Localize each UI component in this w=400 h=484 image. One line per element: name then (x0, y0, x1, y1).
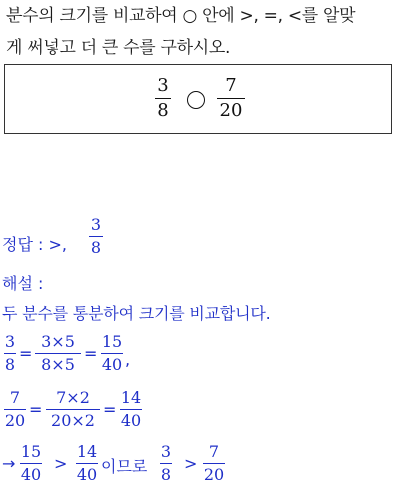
concl-fraction-a (20, 444, 42, 483)
denominator: 8 (90, 238, 102, 257)
numerator: 3 (160, 442, 172, 461)
explanation-intro: 두 분수를 통분하여 크기를 비교합니다. (2, 304, 271, 323)
numerator: 3 (90, 215, 102, 234)
denominator: 8 (4, 355, 16, 374)
answer-label: 정답 : >, (2, 235, 67, 254)
eq1-equals-1: = (19, 344, 33, 363)
numerator: 7 (208, 442, 220, 461)
concl-fraction-b (76, 444, 98, 483)
equation-2 (2, 386, 202, 436)
eq2-fraction-c (120, 390, 142, 429)
concl-fraction-c (160, 444, 172, 483)
question-line-1: 분수의 크기를 비교하여 ○ 안에 >, =, <를 알맞 (6, 6, 356, 26)
comparison-circle[interactable] (187, 91, 205, 109)
conclusion-connector: 이므로 (101, 457, 148, 476)
denominator: 8×5 (41, 355, 75, 374)
numerator: 15 (101, 332, 123, 351)
eq1-fraction-a (4, 334, 16, 373)
denominator: 40 (20, 465, 42, 484)
concl-fraction-d (203, 444, 225, 483)
question-line-2: 게 써넣고 더 큰 수를 구하시오. (6, 38, 231, 58)
comparison-box (4, 64, 392, 134)
denominator: 8 (160, 465, 172, 484)
box-fraction-left (155, 77, 171, 120)
eq1-comma: , (125, 350, 131, 369)
denominator: 20×2 (51, 411, 95, 430)
greater-than-1: > (54, 454, 68, 473)
eq2-fraction-a (4, 390, 26, 429)
denominator: 40 (76, 465, 98, 484)
numerator: 14 (120, 388, 142, 407)
denominator: 20 (219, 100, 243, 121)
greater-than-2: > (184, 454, 198, 473)
box-fraction-right (217, 77, 245, 120)
equation-1 (2, 330, 202, 380)
numerator: 3×5 (41, 332, 75, 351)
arrow-right-icon: → (2, 454, 16, 473)
eq1-fraction-b (35, 334, 81, 373)
eq1-equals-2: = (84, 344, 98, 363)
eq2-fraction-b (46, 390, 100, 429)
eq1-fraction-c (101, 334, 123, 373)
numerator: 15 (20, 442, 42, 461)
explanation-label: 해설 : (2, 274, 44, 293)
numerator: 14 (76, 442, 98, 461)
numerator: 3 (157, 75, 169, 96)
eq2-equals-1: = (29, 400, 43, 419)
denominator: 20 (203, 465, 225, 484)
denominator: 20 (4, 411, 26, 430)
denominator: 8 (157, 100, 169, 121)
numerator: 7 (225, 75, 237, 96)
conclusion (2, 440, 262, 484)
numerator: 7 (9, 388, 21, 407)
eq2-equals-2: = (103, 400, 117, 419)
numerator: 7×2 (56, 388, 90, 407)
denominator: 40 (120, 411, 142, 430)
numerator: 3 (4, 332, 16, 351)
answer-fraction (89, 217, 103, 256)
denominator: 40 (101, 355, 123, 374)
